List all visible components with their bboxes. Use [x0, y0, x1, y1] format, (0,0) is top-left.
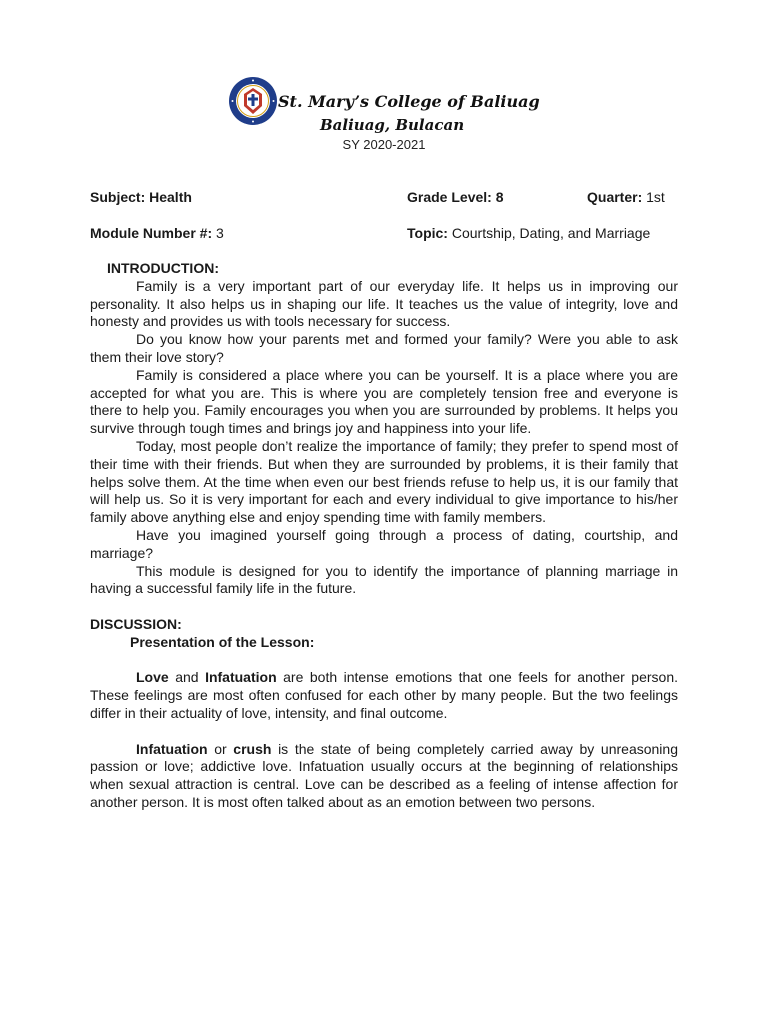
- term-infatuation: Infatuation: [136, 740, 208, 757]
- intro-paragraph: Do you know how your parents met and formed your family? Were you able to ask them their love story?: [90, 331, 678, 365]
- info-row-subject: [90, 189, 690, 209]
- subject-label: Subject:: [90, 189, 146, 205]
- spacer: [90, 598, 678, 616]
- spacer: [90, 652, 678, 670]
- connector-text: and: [168, 669, 206, 686]
- module-label: Module Number #:: [90, 225, 213, 241]
- school-seal-icon: [228, 76, 278, 126]
- spacer: [90, 723, 678, 741]
- lesson-subheading: Presentation of the Lesson:: [130, 633, 315, 650]
- term-crush: crush: [233, 740, 272, 757]
- school-header: [0, 74, 768, 154]
- intro-paragraph: This module is designed for you to identify the importance of planning marriage in having a successful family life in the future.: [90, 562, 678, 597]
- connector-text: or: [207, 740, 234, 757]
- module-content: [90, 260, 678, 812]
- topic-value: Courtship, Dating, and Marriage: [451, 225, 651, 241]
- term-infatuation: Infatuation: [205, 669, 277, 686]
- school-year: SY 2020-2021: [342, 137, 426, 152]
- quarter-field: [587, 189, 665, 205]
- school-name: St. Mary’s College of Baliuag: [278, 92, 540, 111]
- intro-paragraph: Have you imagined yourself going through a process of dating, courtship, and marriage?: [90, 526, 678, 561]
- discussion-paragraph-infatuation: [90, 741, 678, 812]
- info-row-module: [90, 225, 690, 245]
- topic-field: [407, 225, 650, 241]
- grade-value: 8: [495, 189, 504, 205]
- grade-field: [407, 189, 504, 205]
- term-love: Love: [136, 669, 169, 686]
- quarter-value: 1st: [646, 189, 665, 205]
- discussion-heading: DISCUSSION:: [90, 615, 182, 632]
- module-value: 3: [216, 225, 224, 241]
- grade-label: Grade Level:: [407, 189, 492, 205]
- discussion-paragraph-love: [90, 669, 678, 722]
- subject-field: [90, 189, 192, 205]
- paragraph-body: are both intense emotions that one feels for another person. These feelings are most often confused for each other by many people. But the two feelings differ in their actuality of love, intensity, and final outcome.: [90, 669, 678, 721]
- subject-value: Health: [149, 189, 192, 205]
- intro-paragraph: Today, most people don’t realize the importance of family; they prefer to spend most of their time with their friends. But when they are surrounded by problems, it is their family that helps solve them. At the time when even our best friends refuse to help us, it is our family that will help us. So it is very important for each and every individual to give importance to his/her family above anything else and enjoy spending time with family members.: [90, 437, 678, 526]
- topic-label: Topic:: [407, 225, 448, 241]
- quarter-label: Quarter:: [587, 189, 643, 205]
- paragraph-body: is the state of being completely carried away by unreasoning passion or love; addictive love. Infatuation usually occurs at the beginning of relationships when sexual attraction is central. Love can be described as a feeling of intense affection for another person. It is most often talked about as an emotion between two persons.: [90, 740, 678, 810]
- introduction-heading: INTRODUCTION:: [107, 260, 219, 276]
- intro-paragraph: Family is a very important part of our everyday life. It helps us in improving our personality. It also helps us in shaping our life. It teaches us the value of integrity, love and honesty and provides us with tools necessary for success.: [90, 277, 678, 330]
- intro-paragraph: Family is considered a place where you can be yourself. It is a place where you are accepted for what you are. This is where you are completely tension free and everyone is there to help you. Family encourages you when you are surrounded by problems. It helps you survive through tough times and brings joy and happiness into your life.: [90, 366, 678, 437]
- school-town: Baliuag, Bulacan: [320, 116, 465, 134]
- module-field: [90, 225, 224, 241]
